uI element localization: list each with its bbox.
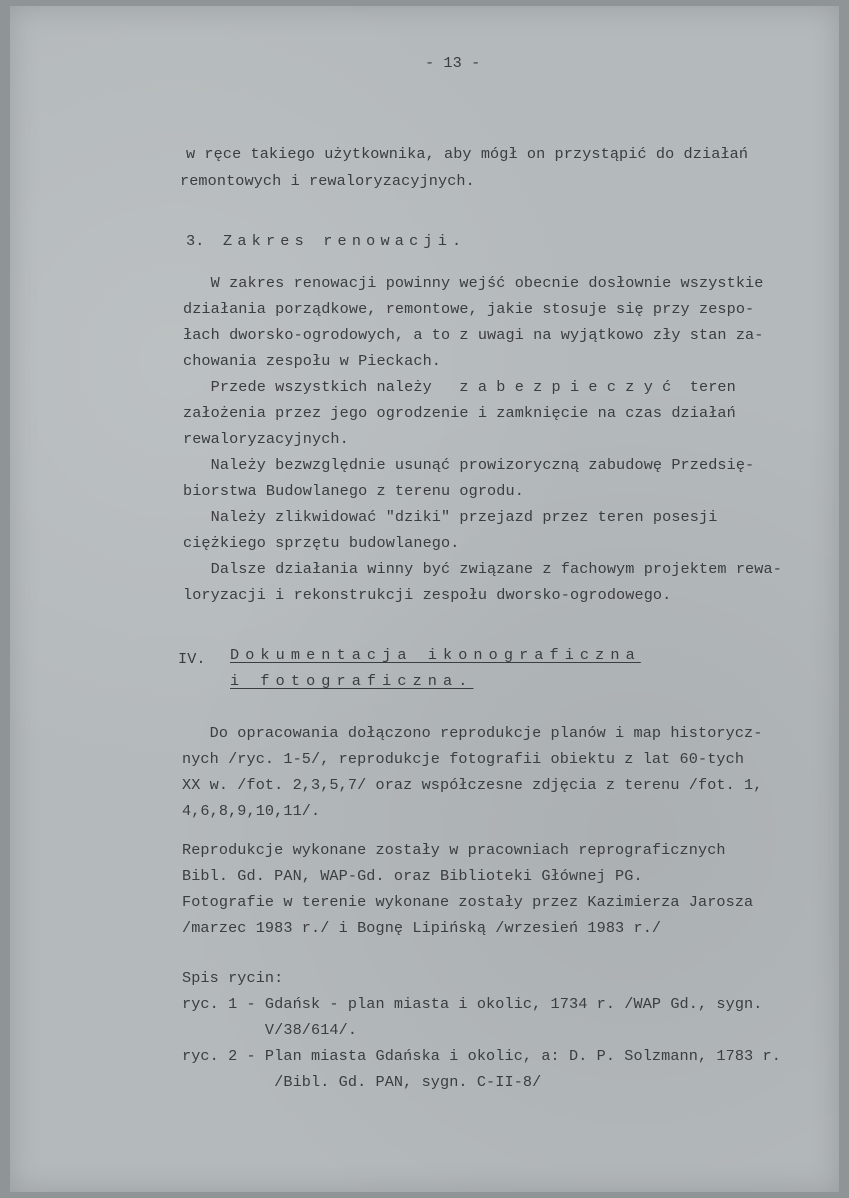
paragraph-line: W zakres renowacji powinny wejść obecnie dosłownie wszystkie bbox=[183, 274, 764, 292]
paragraph-line: /marzec 1983 r./ i Bognę Lipińską /wrzesień 1983 r./ bbox=[182, 919, 662, 937]
paragraph-line: Do opracowania dołączono reprodukcje planów i map historycz- bbox=[182, 724, 763, 742]
paragraph-line: biorstwa Budowlanego z terenu ogrodu. bbox=[183, 482, 524, 500]
document-page bbox=[10, 6, 839, 1192]
paragraph-line: Należy zlikwidować "dziki" przejazd przez teren posesji bbox=[183, 508, 718, 526]
section-title: Dokumentacja ikonograficzna bbox=[230, 646, 641, 664]
paragraph-line: założenia przez jego ogrodzenie i zamknięcie na czas działań bbox=[183, 404, 736, 422]
paragraph-line: Dalsze działania winny być związane z fachowym projektem rewa- bbox=[183, 560, 782, 578]
page-number: - 13 - bbox=[425, 54, 481, 72]
paragraph-line: Fotografie w terenie wykonane zostały przez Kazimierza Jarosza bbox=[182, 893, 754, 911]
paragraph-line: w ręce takiego użytkownika, aby mógł on przystąpić do działań bbox=[186, 145, 749, 163]
paragraph-line: nych /ryc. 1-5/, reprodukcje fotografii obiektu z lat 60-tych bbox=[182, 750, 745, 768]
paragraph-line: remontowych i rewaloryzacyjnych. bbox=[180, 172, 475, 190]
paragraph-line: Reprodukcje wykonane zostały w pracowniach reprograficznych bbox=[182, 841, 726, 859]
figure-entry: V/38/614/. bbox=[182, 1021, 358, 1039]
figure-entry: /Bibl. Gd. PAN, sygn. C-II-8/ bbox=[182, 1073, 542, 1091]
paragraph-line: XX w. /fot. 2,3,5,7/ oraz współczesne zdjęcia z terenu /fot. 1, bbox=[182, 776, 763, 794]
figure-entry: ryc. 2 - Plan miasta Gdańska i okolic, a: D. P. Solzmann, 1783 r. bbox=[182, 1047, 781, 1065]
section-number: IV. bbox=[178, 650, 206, 668]
section-title: Zakres renowacji. bbox=[223, 232, 467, 250]
paragraph-line: Bibl. Gd. PAN, WAP-Gd. oraz Biblioteki Głównej PG. bbox=[182, 867, 643, 885]
figures-heading: Spis rycin: bbox=[182, 969, 284, 987]
paragraph-line: chowania zespołu w Pieckach. bbox=[183, 352, 441, 370]
paragraph-line: działania porządkowe, remontowe, jakie stosuje się przy zespo- bbox=[183, 300, 755, 318]
paragraph-line: rewaloryzacyjnych. bbox=[183, 430, 349, 448]
paragraph-line: Należy bezwzględnie usunąć prowizoryczną zabudowę Przedsię- bbox=[183, 456, 755, 474]
paragraph-line: Przede wszystkich należy z a b e z p i e c z y ć teren bbox=[183, 378, 736, 396]
paragraph-line: ciężkiego sprzętu budowlanego. bbox=[183, 534, 460, 552]
paragraph-line: 4,6,8,9,10,11/. bbox=[182, 802, 321, 820]
paragraph-line: łach dworsko-ogrodowych, a to z uwagi na wyjątkowo zły stan za- bbox=[183, 326, 764, 344]
figure-entry: ryc. 1 - Gdańsk - plan miasta i okolic, 1734 r. /WAP Gd., sygn. bbox=[182, 995, 763, 1013]
section-number: 3. bbox=[186, 232, 205, 250]
section-title: i fotograficzna. bbox=[230, 672, 474, 690]
paragraph-line: loryzacji i rekonstrukcji zespołu dworsko-ogrodowego. bbox=[183, 586, 672, 604]
